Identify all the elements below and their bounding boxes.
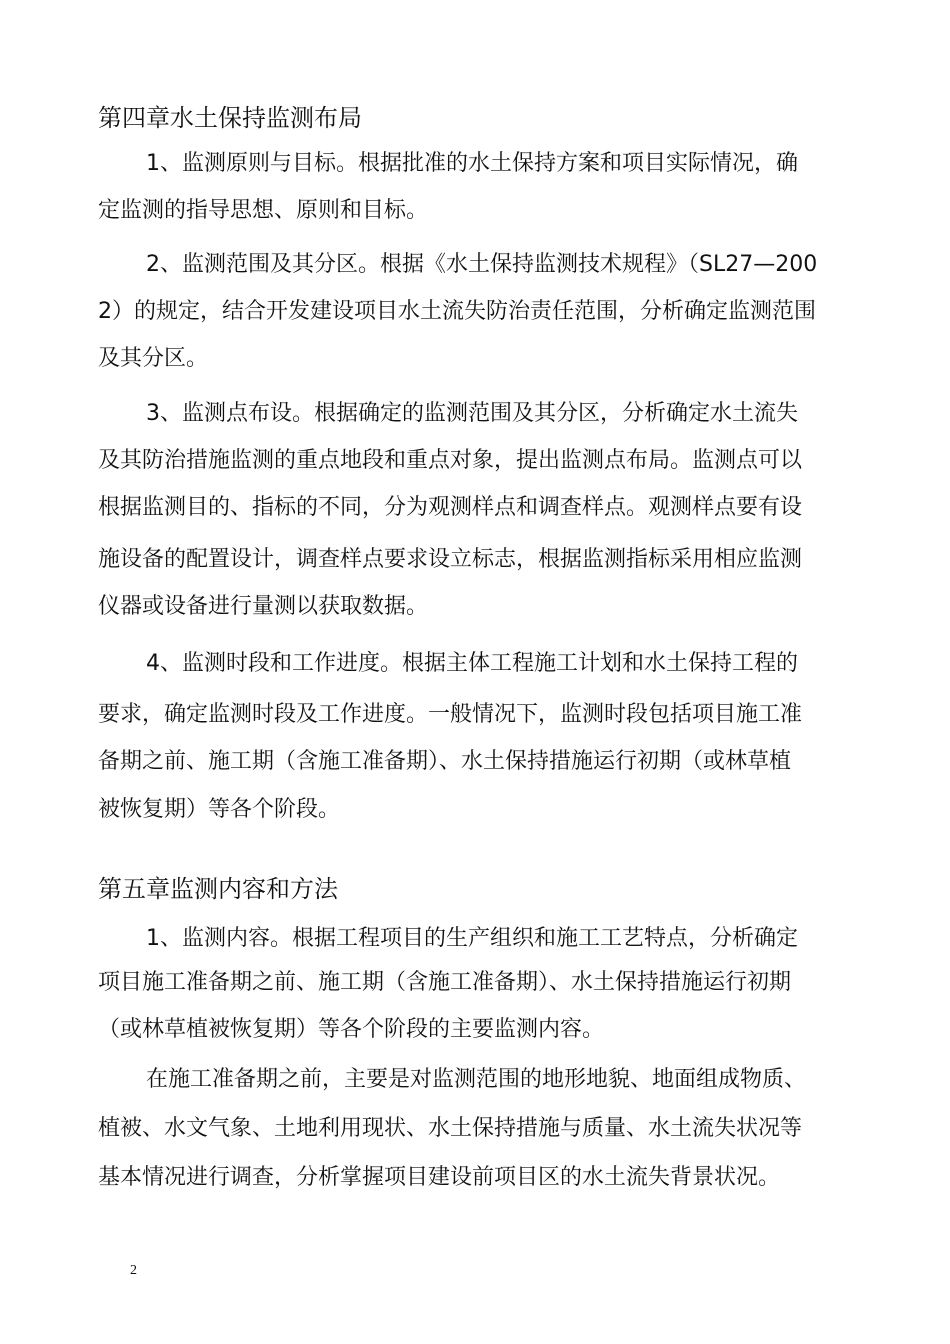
chapter4-title: 第四章水土保持监测布局 [98,104,362,132]
chapter5-p1-line3: （或林草植被恢复期）等各个阶段的主要监测内容。 [98,1017,605,1042]
chapter4-p4-line2: 要求，确定监测时段及工作进度。一般情况下，监测时段包括项目施工准 [98,702,803,727]
chapter4-p3-line4: 施设备的配置设计，调查样点要求设立标志，根据监测指标采用相应监测 [98,547,803,572]
chapter5-title: 第五章监测内容和方法 [98,875,338,903]
chapter5-p1-line2: 项目施工准备期之前、施工期（含施工准备期）、水土保持措施运行初期 [98,970,792,995]
chapter4-p4-line3: 备期之前、施工期（含施工准备期）、水土保持措施运行初期（或林草植 [98,749,792,774]
chapter4-p1-line2: 定监测的指导思想、原则和目标。 [98,198,429,223]
chapter5-p2-line3: 基本情况进行调查，分析掌握项目建设前项目区的水土流失背景状况。 [98,1165,781,1190]
chapter4-p3-line3: 根据监测目的、指标的不同，分为观测样点和调查样点。观测样点要有设 [98,495,803,520]
chapter4-p3-line5: 仪器或设备进行量测以获取数据。 [98,594,429,619]
chapter4-p4-line4: 被恢复期）等各个阶段。 [98,797,341,822]
chapter4-p2-line3: 及其分区。 [98,346,209,371]
chapter4-p3-line1: 3、监测点布设。根据确定的监测范围及其分区，分析确定水土流失 [146,401,798,426]
page-number: 2 [130,1263,137,1278]
chapter5-p2-line2: 植被、水文气象、土地利用现状、水土保持措施与质量、水土流失状况等 [98,1116,803,1141]
chapter4-p3-line2: 及其防治措施监测的重点地段和重点对象，提出监测点布局。监测点可以 [98,448,803,473]
chapter4-p4-line1: 4、监测时段和工作进度。根据主体工程施工计划和水土保持工程的 [146,651,798,676]
chapter5-p2-line1: 在施工准备期之前，主要是对监测范围的地形地貌、地面组成物质、 [146,1067,807,1092]
chapter4-p2-line2: 2）的规定，结合开发建设项目水土流失防治责任范围，分析确定监测范围 [98,299,816,324]
chapter4-p2-line1: 2、监测范围及其分区。根据《水土保持监测技术规程》（SL27—200 [146,252,818,277]
chapter4-p1-line1: 1、监测原则与目标。根据批准的水土保持方案和项目实际情况，确 [146,151,798,176]
chapter5-p1-line1: 1、监测内容。根据工程项目的生产组织和施工工艺特点，分析确定 [146,926,798,951]
